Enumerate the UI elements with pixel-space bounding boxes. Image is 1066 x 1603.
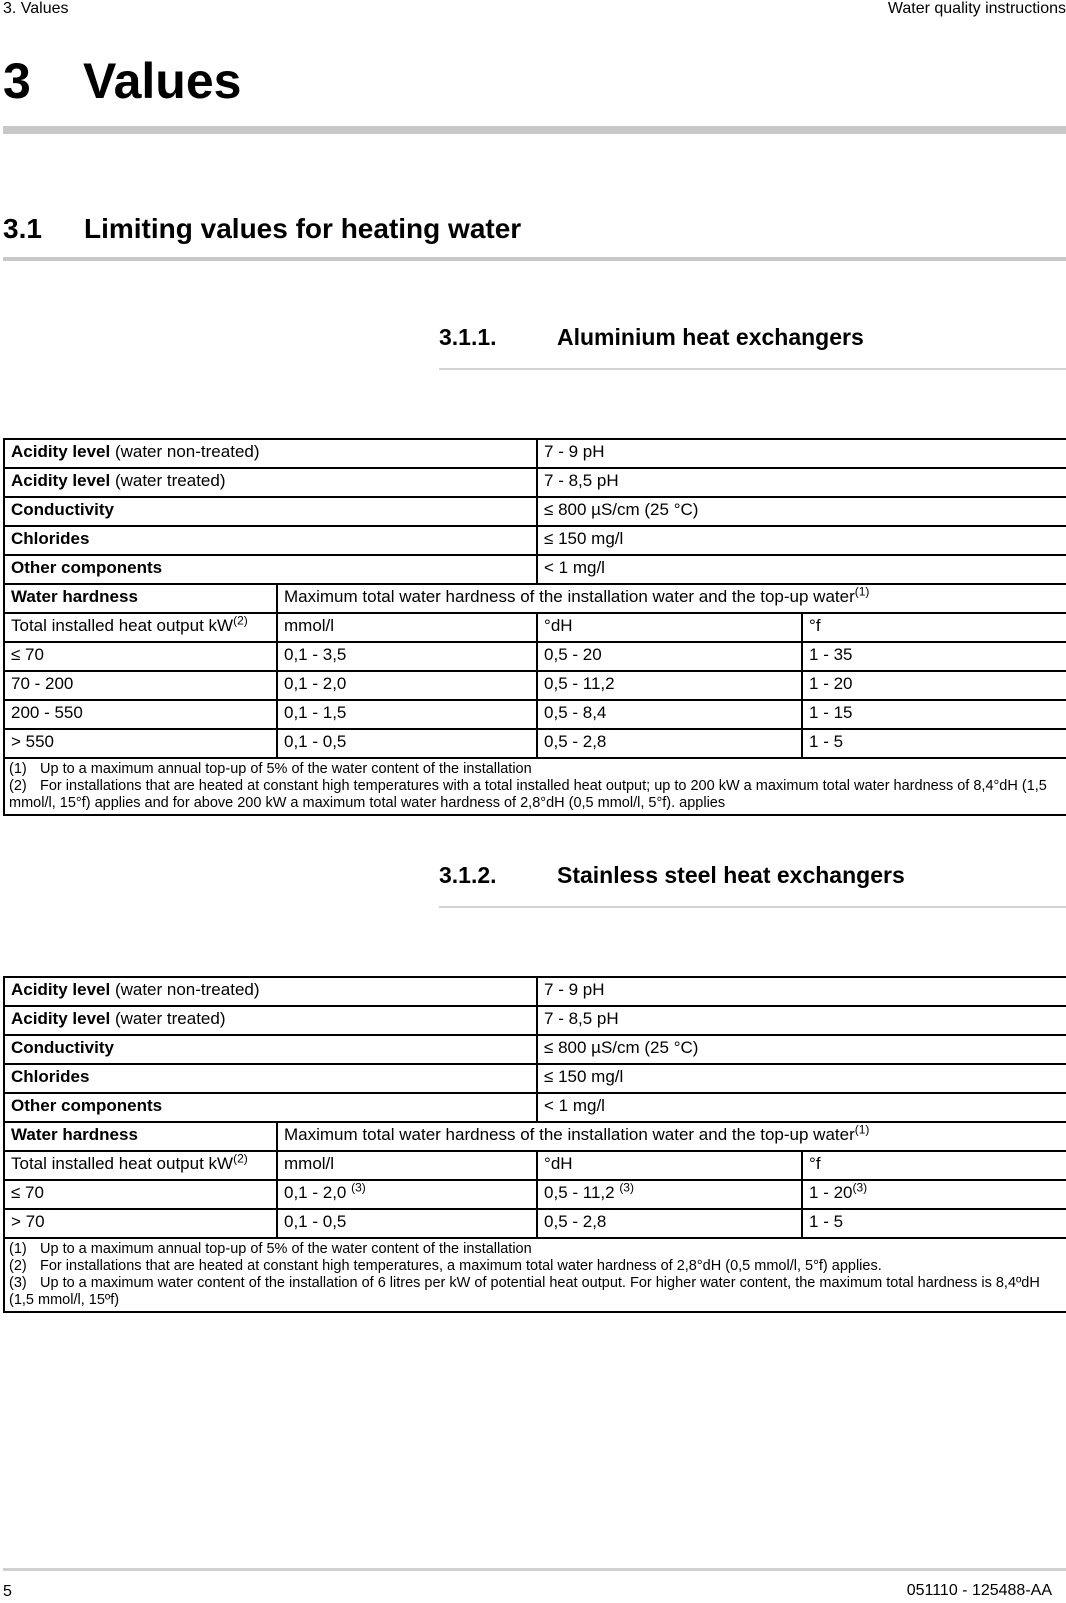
table-row — [4, 1180, 1066, 1209]
column-header: mmol/l — [277, 613, 537, 642]
table-row — [4, 1035, 1066, 1064]
table-cell: 1 - 35 — [802, 642, 1066, 671]
param-value: ≤ 800 µS/cm (25 °C) — [537, 497, 1066, 526]
param-label: Acidity level (water treated) — [4, 1006, 537, 1035]
table-header-row — [4, 613, 1066, 642]
param-value: 7 - 8,5 pH — [537, 1006, 1066, 1035]
subsection-rule — [439, 906, 1066, 908]
param-label: Conductivity — [4, 497, 537, 526]
table-cell: 0,1 - 3,5 — [277, 642, 537, 671]
param-label: Chlorides — [4, 1064, 537, 1093]
table-row — [4, 1209, 1066, 1238]
param-value: 7 - 9 pH — [537, 977, 1066, 1006]
table-row — [4, 1093, 1066, 1122]
param-value: ≤ 800 µS/cm (25 °C) — [537, 1035, 1066, 1064]
column-header: mmol/l — [277, 1151, 537, 1180]
table-cell: 70 - 200 — [4, 671, 277, 700]
param-value: ≤ 150 mg/l — [537, 1064, 1066, 1093]
table-cell: ≤ 70 — [4, 642, 277, 671]
table-cell: 1 - 15 — [802, 700, 1066, 729]
table-cell: > 70 — [4, 1209, 277, 1238]
param-label: Chlorides — [4, 526, 537, 555]
param-label: Acidity level (water treated) — [4, 468, 537, 497]
footnote: (2) For installations that are heated at constant high temperatures, a maximum total water hardness of 2,8°dH (0,5 mmol/l, 5°f) applies. — [9, 1258, 882, 1274]
table-cell: 1 - 5 — [802, 729, 1066, 758]
table-row — [4, 700, 1066, 729]
table-cell: ≤ 70 — [4, 1180, 277, 1209]
table-footnotes — [4, 1238, 1066, 1312]
param-value: ≤ 150 mg/l — [537, 526, 1066, 555]
table-header-row — [4, 1151, 1066, 1180]
table-row — [4, 1006, 1066, 1035]
param-label: Other components — [4, 555, 537, 584]
table-row — [4, 671, 1066, 700]
table-cell: 0,5 - 11,2 — [537, 671, 802, 700]
table-row — [4, 497, 1066, 526]
table-cell: 1 - 5 — [802, 1209, 1066, 1238]
param-label: Conductivity — [4, 1035, 537, 1064]
table-notes-row — [4, 1238, 1066, 1312]
section-title-text: Limiting values for heating water — [84, 213, 522, 244]
table-row — [4, 1122, 1066, 1151]
footer-rule — [3, 1568, 1066, 1571]
table-row — [4, 584, 1066, 613]
section-number: 3.1 — [3, 213, 42, 244]
param-label: Other components — [4, 1093, 537, 1122]
table-row — [4, 555, 1066, 584]
section-rule — [3, 257, 1066, 261]
param-value: < 1 mg/l — [537, 1093, 1066, 1122]
table-row — [4, 439, 1066, 468]
column-header: Total installed heat output $kW^{(2)}$ — [4, 1151, 277, 1180]
footnote: (2) For installations that are heated at constant high temperatures with a total installed heat output; up to 200 kW a maximum total water hardness of 8,4°dH (1,5 mmol/l, 15°f) applies and for above 200 kW a maximum total water hardness of 2,8°dH (0,5 mmol/l, 5°f). applies — [9, 778, 1047, 811]
subsection-number: 3.1.2. — [439, 862, 497, 888]
table-cell: 0,5 - 8,4 — [537, 700, 802, 729]
subsection-title-aluminium — [439, 324, 864, 351]
table-row — [4, 468, 1066, 497]
table-cell: 0,1 - 1,5 — [277, 700, 537, 729]
table-notes-row — [4, 758, 1066, 815]
chapter-title — [3, 52, 241, 110]
page-number: 5 — [3, 1583, 12, 1600]
hardness-description: Maximum total water hardness of the installation water and the top-up water$^{(1)}$ — [277, 584, 1066, 613]
running-header-chapter: 3. Values — [3, 0, 69, 17]
param-label: Acidity level (water non-treated) — [4, 439, 537, 468]
param-value: 7 - 8,5 pH — [537, 468, 1066, 497]
chapter-number: 3 — [3, 53, 31, 109]
footnote: (1) Up to a maximum annual top-up of 5% of the water content of the installation — [9, 1241, 532, 1257]
table-row — [4, 729, 1066, 758]
subsection-title-text: Stainless steel heat exchangers — [557, 862, 905, 888]
table-cell: 0,1 - 2,0 $^{(3)}$ — [277, 1180, 537, 1209]
param-value: 7 - 9 pH — [537, 439, 1066, 468]
footnote: (1) Up to a maximum annual top-up of 5% of the water content of the installation — [9, 761, 532, 777]
footnote: (3) Up to a maximum water content of the installation of 6 litres per kW of potential heat output. For higher water content, the maximum total hardness is 8,4ºdH (1,5 mmol/l, 15ºf) — [9, 1275, 1040, 1308]
subsection-rule — [439, 368, 1066, 370]
hardness-label: Water hardness — [4, 1122, 277, 1151]
chapter-title-text: Values — [83, 53, 242, 109]
subsection-title-text: Aluminium heat exchangers — [557, 324, 864, 350]
table-row — [4, 526, 1066, 555]
table-cell: > 550 — [4, 729, 277, 758]
table-footnotes — [4, 758, 1066, 815]
table-cell: 0,5 - 11,2 $^{(3)}$ — [537, 1180, 802, 1209]
column-header: °f — [802, 613, 1066, 642]
table-row — [4, 1064, 1066, 1093]
column-header: Total installed heat output $kW^{(2)}$ — [4, 613, 277, 642]
section-title — [3, 213, 521, 245]
column-header: °f — [802, 1151, 1066, 1180]
table-cell: 0,1 - 0,5 — [277, 729, 537, 758]
table-cell: 200 - 550 — [4, 700, 277, 729]
hardness-description: Maximum total water hardness of the installation water and the top-up water$^{(1)}$ — [277, 1122, 1066, 1151]
table-cell: 1 - 20$^{(3)}$ — [802, 1180, 1066, 1209]
table-cell: 0,1 - 0,5 — [277, 1209, 537, 1238]
table-cell: 0,1 - 2,0 — [277, 671, 537, 700]
aluminium-values-table — [3, 438, 1066, 816]
subsection-number: 3.1.1. — [439, 324, 497, 350]
table-cell: 0,5 - 2,8 — [537, 1209, 802, 1238]
table-cell: 1 - 20 — [802, 671, 1066, 700]
table-row — [4, 642, 1066, 671]
param-value: < 1 mg/l — [537, 555, 1066, 584]
param-label: Acidity level (water non-treated) — [4, 977, 537, 1006]
table-cell: 0,5 - 20 — [537, 642, 802, 671]
hardness-label: Water hardness — [4, 584, 277, 613]
chapter-rule — [3, 126, 1066, 134]
table-row — [4, 977, 1066, 1006]
subsection-title-stainless — [439, 862, 905, 889]
table-cell: 0,5 - 2,8 — [537, 729, 802, 758]
stainless-values-table — [3, 976, 1066, 1313]
running-header-title: Water quality instructions — [887, 0, 1066, 17]
column-header: °dH — [537, 613, 802, 642]
document-reference: 051110 - 125488-AA — [906, 1582, 1052, 1599]
column-header: °dH — [537, 1151, 802, 1180]
